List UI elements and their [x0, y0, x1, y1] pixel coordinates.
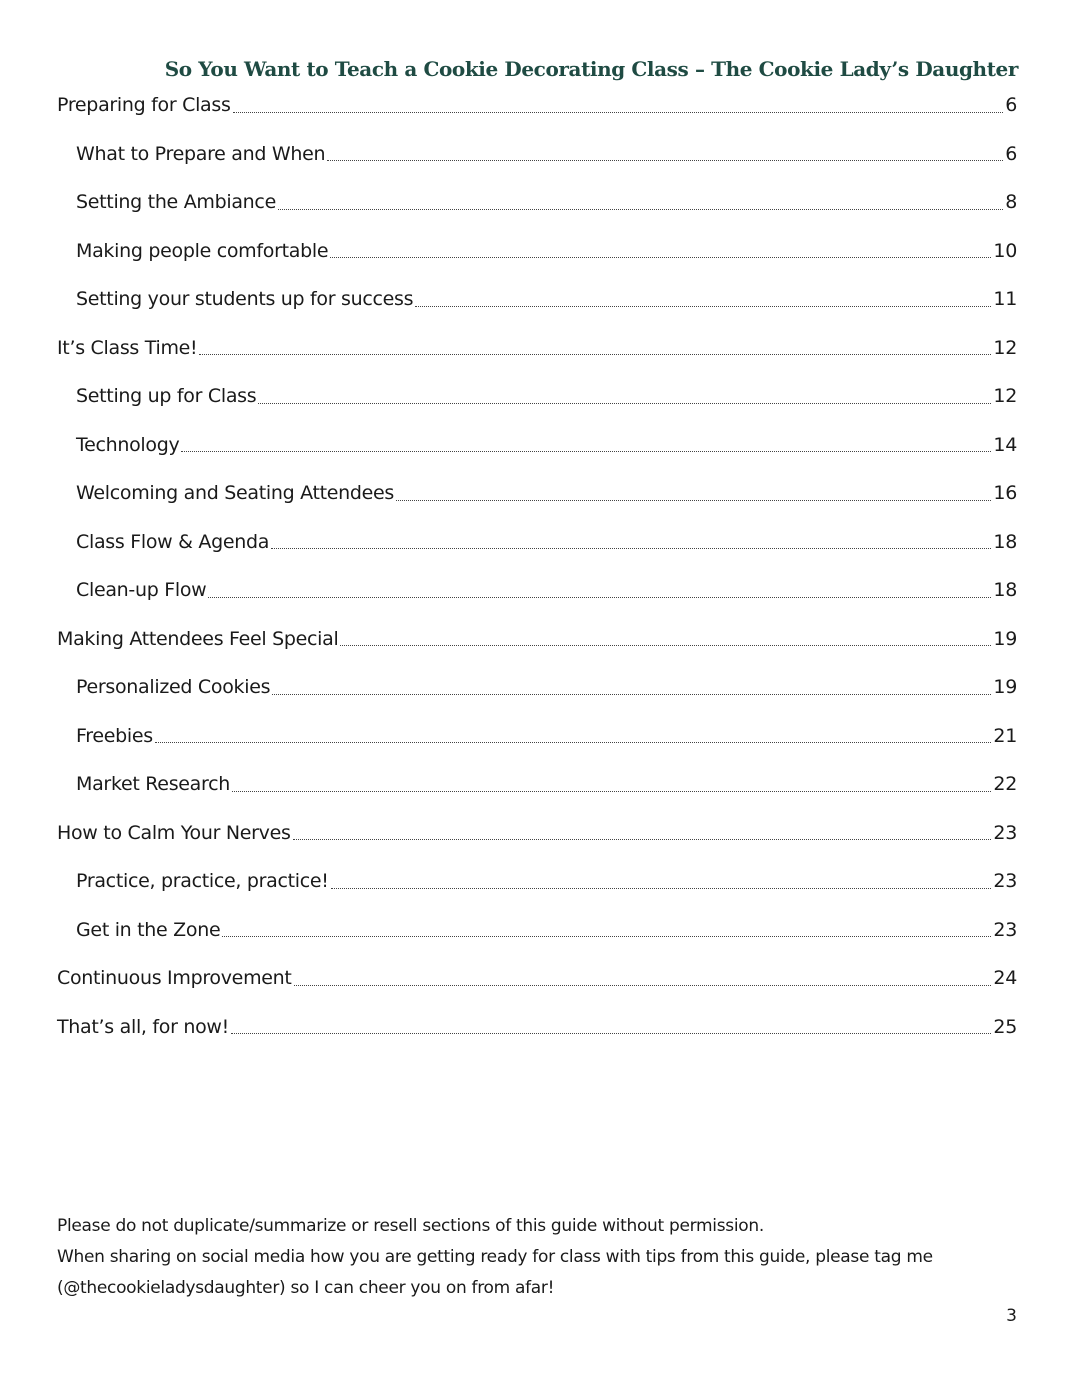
toc-entry[interactable] [57, 428, 1017, 477]
page-number: 3 [1006, 1306, 1017, 1326]
toc-dot-leader [340, 644, 991, 646]
toc-entry-page: 6 [1005, 142, 1017, 165]
toc-entry[interactable] [57, 379, 1017, 428]
toc-entry-title: Freebies [76, 724, 153, 747]
toc-dot-leader [233, 111, 1004, 113]
footer-line-social: When sharing on social media how you are getting ready for class with tips from this guide, please tag me (@thecookieladysdaughter) so I can cheer you on from afar! [57, 1247, 933, 1298]
toc-dot-leader [331, 887, 992, 889]
toc-entry-page: 23 [993, 918, 1017, 941]
toc-entry[interactable] [57, 622, 1017, 671]
toc-dot-leader [294, 984, 992, 986]
toc-entry-title: Making Attendees Feel Special [57, 627, 339, 650]
toc-entry-title: Welcoming and Seating Attendees [76, 482, 395, 504]
toc-entry[interactable] [57, 864, 1017, 913]
toc-entry[interactable] [57, 476, 1017, 525]
toc-entry-title: What to Prepare and When [76, 142, 326, 165]
toc-entry[interactable] [57, 331, 1017, 380]
toc-entry-title: Technology [76, 433, 180, 456]
toc-entry-page: 23 [993, 821, 1017, 844]
toc-entry-page: 12 [993, 385, 1017, 407]
toc-entry-page: 19 [993, 676, 1017, 698]
toc-dot-leader [199, 353, 991, 355]
toc-dot-leader [272, 693, 991, 695]
toc-entry-title: Personalized Cookies [76, 676, 271, 698]
toc-entry[interactable] [57, 670, 1017, 719]
toc-entry[interactable] [57, 961, 1017, 1010]
toc-entry-title: Preparing for Class [57, 94, 231, 116]
toc-entry-title: Setting your students up for success [76, 288, 414, 310]
toc-dot-leader [155, 741, 992, 743]
toc-entry[interactable] [57, 1010, 1017, 1059]
toc-entry[interactable] [57, 913, 1017, 962]
toc-dot-leader [208, 596, 991, 598]
toc-entry[interactable] [57, 573, 1017, 622]
toc-entry-page: 18 [993, 530, 1017, 553]
toc-entry[interactable] [57, 137, 1017, 186]
toc-dot-leader [231, 1032, 991, 1034]
toc-entry-page: 16 [993, 482, 1017, 504]
toc-dot-leader [271, 547, 991, 549]
toc-entry-title: Continuous Improvement [57, 967, 292, 989]
toc-entry[interactable] [57, 282, 1017, 331]
toc-entry-page: 14 [993, 433, 1017, 456]
toc-entry-page: 10 [993, 239, 1017, 262]
toc-dot-leader [396, 499, 991, 501]
toc-entry-title: Making people comfortable [76, 239, 329, 262]
toc-entry-title: Setting up for Class [76, 385, 257, 407]
toc-entry-title: Practice, practice, practice! [76, 870, 329, 892]
toc-entry[interactable] [57, 767, 1017, 816]
toc-dot-leader [293, 838, 992, 840]
toc-dot-leader [232, 790, 991, 792]
toc-entry-title: Get in the Zone [76, 918, 221, 941]
toc-entry-title: Market Research [76, 773, 231, 795]
toc-entry-title: How to Calm Your Nerves [57, 821, 291, 844]
toc-dot-leader [278, 208, 1003, 210]
page-header-title: So You Want to Teach a Cookie Decorating Class – The Cookie Lady’s Daughter [164, 57, 1018, 81]
toc-dot-leader [222, 935, 991, 937]
toc-entry-page: 24 [993, 967, 1017, 989]
toc-entry-page: 22 [993, 773, 1017, 795]
footer-notice [57, 1211, 1017, 1304]
toc-entry-page: 23 [993, 870, 1017, 892]
toc-entry-title: Clean-up Flow [76, 579, 207, 601]
toc-entry-page: 21 [993, 724, 1017, 747]
toc-entry[interactable] [57, 816, 1017, 865]
toc-entry[interactable] [57, 185, 1017, 234]
toc-entry-page: 19 [993, 627, 1017, 650]
toc-entry-page: 8 [1005, 191, 1017, 213]
toc-entry[interactable] [57, 719, 1017, 768]
toc-entry-page: 12 [993, 336, 1017, 359]
toc-dot-leader [415, 305, 991, 307]
toc-entry-page: 6 [1005, 94, 1017, 116]
toc-entry-title: Class Flow & Agenda [76, 530, 270, 553]
toc-entry-title: Setting the Ambiance [76, 191, 276, 213]
toc-dot-leader [258, 402, 991, 404]
toc-entry-page: 25 [993, 1015, 1017, 1038]
toc-entry[interactable] [57, 525, 1017, 574]
table-of-contents [57, 88, 1017, 1058]
toc-entry-title: It’s Class Time! [57, 336, 198, 359]
toc-entry[interactable] [57, 234, 1017, 283]
toc-dot-leader [330, 256, 991, 258]
toc-entry[interactable] [57, 88, 1017, 137]
toc-entry-page: 18 [993, 579, 1017, 601]
toc-entry-page: 11 [993, 288, 1017, 310]
toc-dot-leader [181, 450, 991, 452]
toc-dot-leader [327, 159, 1003, 161]
toc-entry-title: That’s all, for now! [57, 1015, 229, 1038]
footer-line-permission: Please do not duplicate/summarize or resell sections of this guide without permission. [57, 1216, 764, 1236]
